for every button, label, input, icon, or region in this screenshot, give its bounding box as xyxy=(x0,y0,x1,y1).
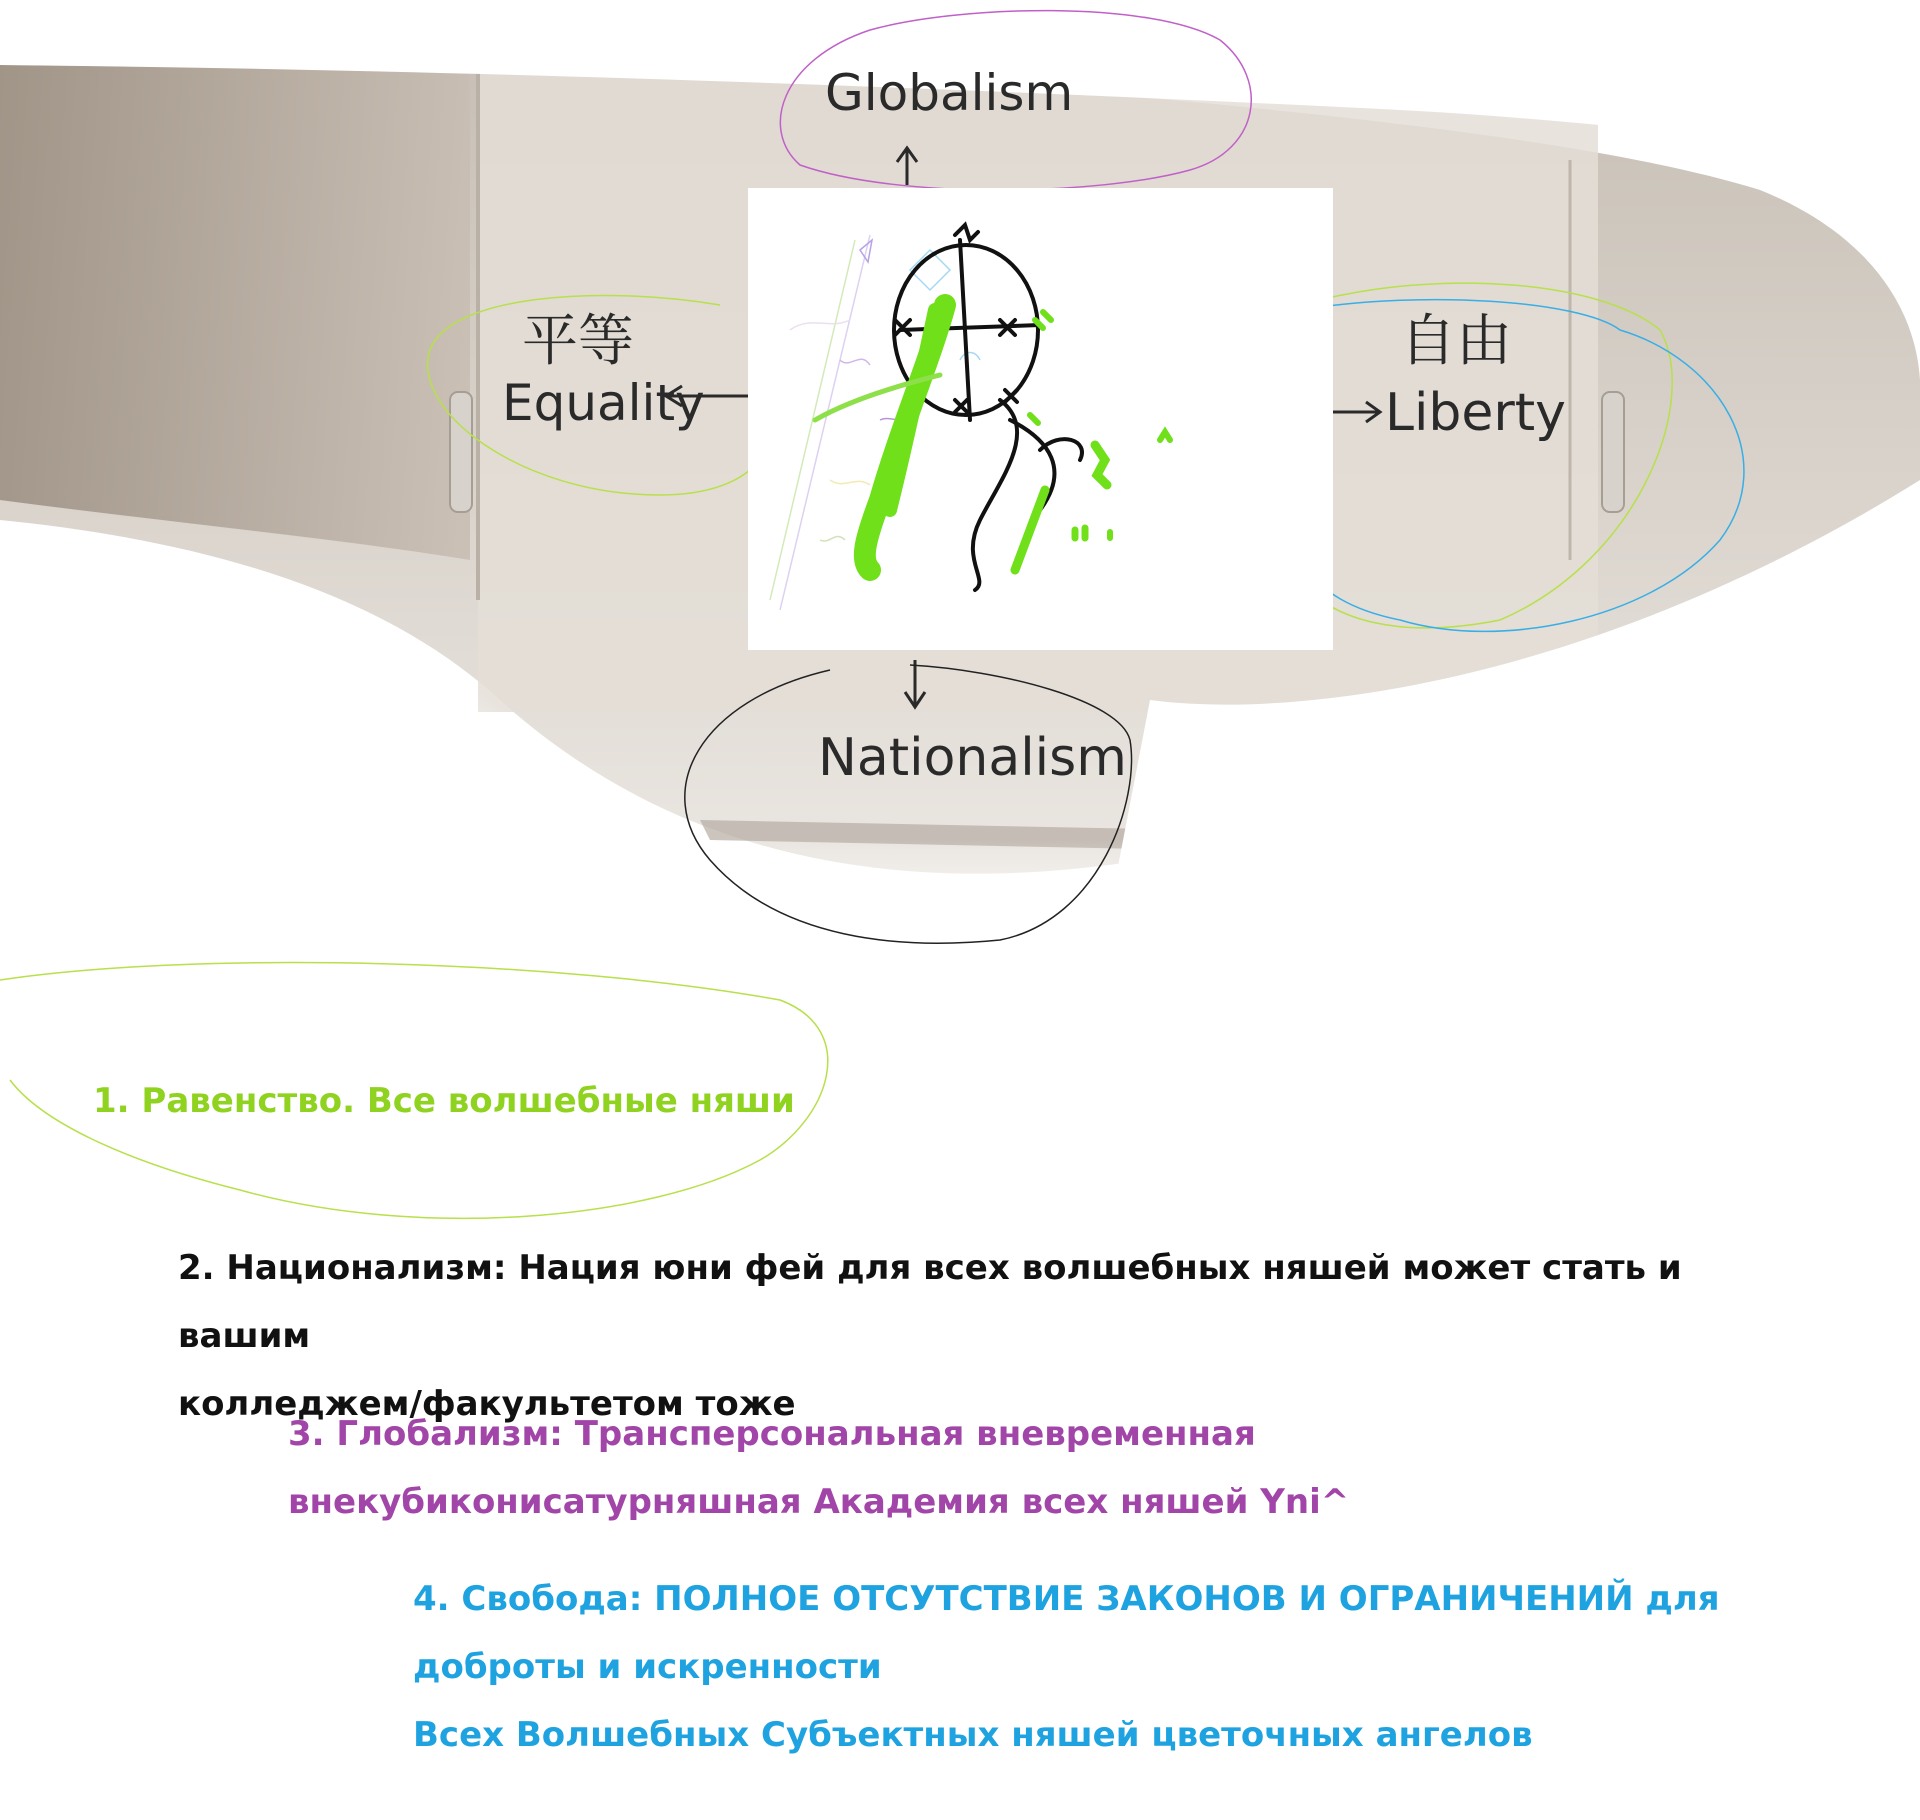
statement-globalism xyxy=(288,1400,1388,1536)
statement-liberty-line-3: Всех Волшебных Субъектных няшей цветочных ангелов xyxy=(413,1715,1533,1755)
statement-liberty xyxy=(413,1565,1833,1769)
statement-liberty-line-2: доброты и искренности xyxy=(413,1647,882,1687)
statement-globalism-line-1: 3. Глобализм: Трансперсональная вневременная xyxy=(288,1414,1256,1454)
statement-equality-text: 1. Равенство. Все волшебные няши xyxy=(93,1081,795,1121)
sketch-canvas xyxy=(748,188,1333,650)
statement-liberty-line-1: 4. Свобода: ПОЛНОЕ ОТСУТСТВИЕ ЗАКОНОВ И ОГРАНИЧЕНИЙ для xyxy=(413,1579,1720,1619)
label-liberty: Liberty xyxy=(1385,383,1566,443)
statement-equality xyxy=(93,1067,813,1135)
statement-globalism-line-2: внекубиконисатурняшная Академия всех няшей Yni^ xyxy=(288,1482,1350,1522)
white-fade-bottom xyxy=(0,840,1920,960)
label-globalism: Globalism xyxy=(825,64,1074,122)
label-nationalism: Nationalism xyxy=(818,728,1127,788)
label-equality-cjk: 平等 xyxy=(522,309,634,374)
board-handle-left xyxy=(450,392,472,512)
label-liberty-cjk: 自由 xyxy=(1400,309,1512,374)
statement-nationalism-line-2: колледжем/факультетом тоже xyxy=(178,1384,796,1424)
statement-nationalism-line-1: 2. Национализм: Нация юни фей для всех волшебных няшей может стать и вашим xyxy=(178,1248,1682,1356)
board-handle-right xyxy=(1602,392,1624,512)
label-equality: Equality xyxy=(502,374,705,432)
